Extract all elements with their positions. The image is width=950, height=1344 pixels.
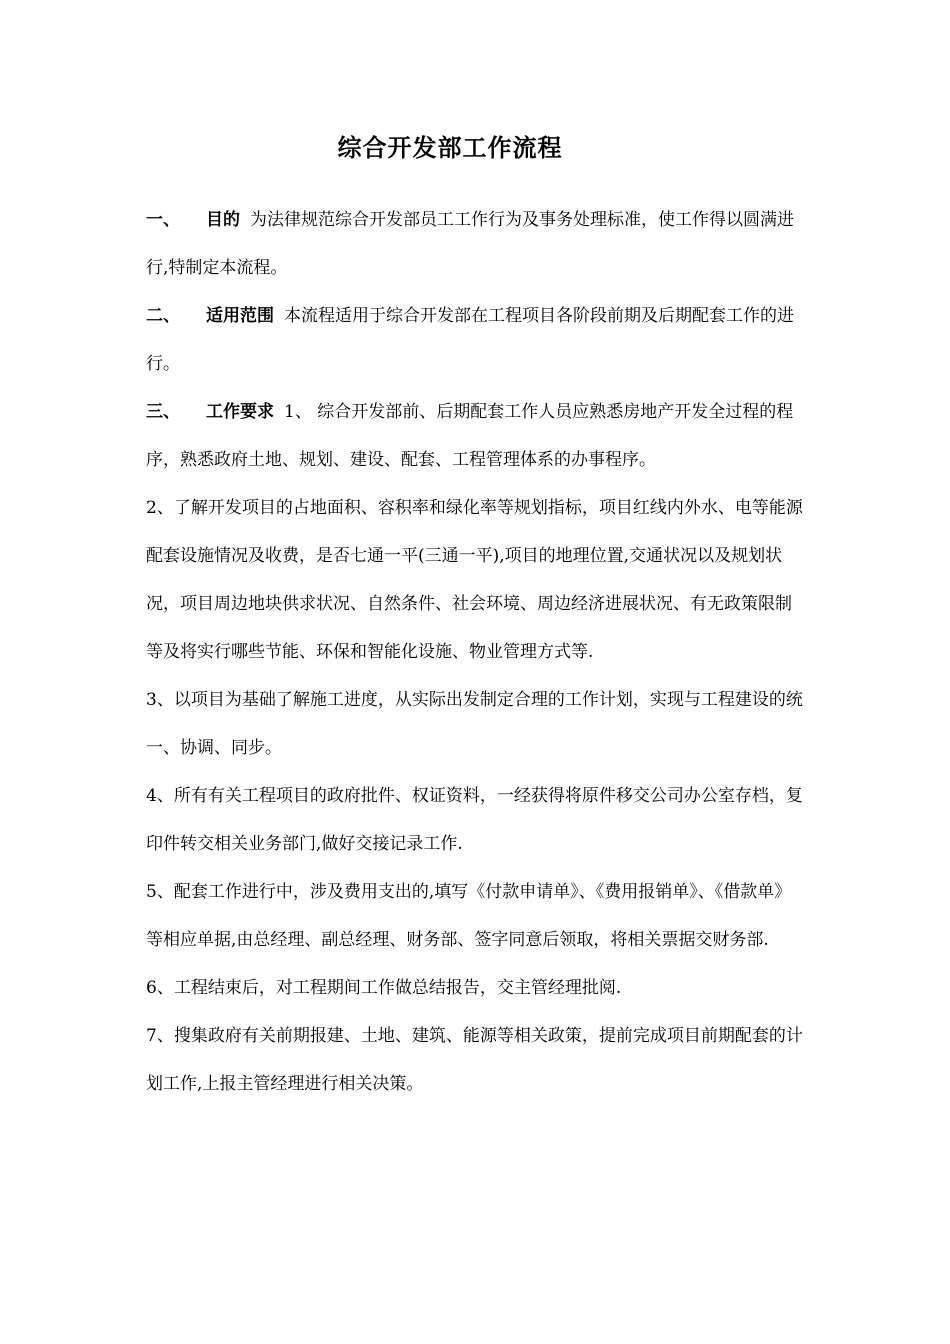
section-label: 工作要求	[206, 402, 274, 422]
section-label: 适用范围	[206, 306, 274, 326]
section-scope	[146, 292, 808, 388]
section-number: 一、	[146, 210, 180, 230]
section-requirements	[146, 388, 808, 484]
document-body	[146, 196, 808, 1108]
section-label: 目的	[206, 210, 240, 230]
requirement-item-6: 6、工程结束后，对工程期间工作做总结报告，交主管经理批阅.	[146, 978, 622, 998]
section-text: 1、 综合开发部前、后期配套工作人员应熟悉房地产开发全过程的程序，熟悉政府土地、规划、建设、配套、工程管理体系的办事程序。	[146, 402, 794, 470]
document-title: 综合开发部工作流程	[337, 133, 563, 162]
requirement-item-2: 2、了解开发项目的占地面积、容积率和绿化率等规划指标，项目红线内外水、电等能源配套设施情况及收费，是否七通一平(三通一平),项目的地理位置,交通状况以及规划状况，项目周边地块供求状况、自然条件、社会环境、周边经济进展状况、有无政策限制等及将实行哪些节能、环保和智能化设施、物业管理方式等.	[146, 498, 803, 662]
requirement-item-7: 7、搜集政府有关前期报建、土地、建筑、能源等相关政策，提前完成项目前期配套的计划工作,上报主管经理进行相关决策。	[146, 1026, 803, 1094]
section-purpose	[146, 196, 808, 292]
requirement-item-4: 4、所有有关工程项目的政府批件、权证资料，一经获得将原件移交公司办公室存档，复印件转交相关业务部门,做好交接记录工作.	[146, 786, 803, 854]
section-text: 为法律规范综合开发部员工工作行为及事务处理标准，使工作得以圆满进行,特制定本流程。	[146, 210, 794, 278]
section-text: 本流程适用于综合开发部在工程项目各阶段前期及后期配套工作的进行。	[146, 306, 794, 374]
requirement-item-3: 3、以项目为基础了解施工进度，从实际出发制定合理的工作计划，实现与工程建设的统一、协调、同步。	[146, 690, 803, 758]
section-number: 三、	[146, 402, 180, 422]
requirement-item-5: 5、配套工作进行中，涉及费用支出的,填写《付款申请单》、《费用报销单》、《借款单》等相应单据,由总经理、副总经理、财务部、签字同意后领取，将相关票据交财务部.	[146, 882, 792, 950]
section-number: 二、	[146, 306, 180, 326]
